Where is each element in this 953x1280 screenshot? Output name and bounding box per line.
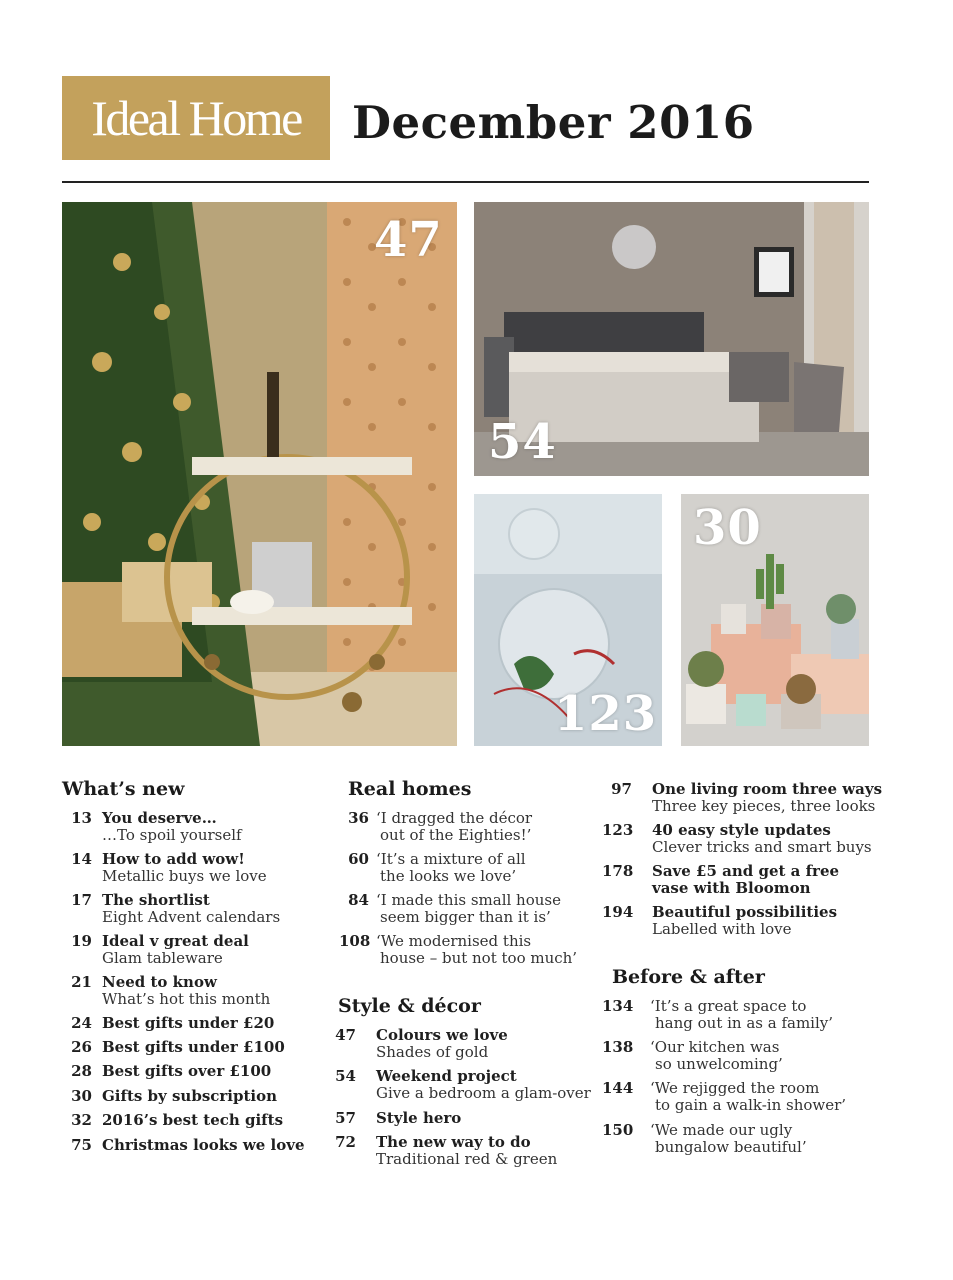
contents-entry[interactable] — [62, 1015, 352, 1033]
page-number: 24 — [71, 1014, 92, 1032]
page-number: 178 — [602, 862, 634, 880]
contents-entry[interactable] — [326, 1068, 616, 1104]
contents-entry[interactable] — [62, 1112, 352, 1130]
entry-title: Need to know — [102, 973, 217, 991]
page-number: 134 — [602, 997, 634, 1015]
photo-page-number: 30 — [693, 500, 762, 556]
contents-entry[interactable] — [602, 904, 892, 940]
contents-entry[interactable] — [62, 974, 352, 1010]
entry-subtitle: Clever tricks and smart buys — [652, 838, 872, 856]
contents-entry[interactable] — [602, 1122, 892, 1158]
entry-subtitle: Eight Advent calendars — [102, 908, 281, 926]
entry-title: Ideal v great deal — [102, 932, 249, 950]
entry-title: Colours we love — [376, 1026, 508, 1044]
entry-quote: hang out in as a family’ — [655, 1014, 834, 1032]
entry-quote: house – but not too much’ — [380, 949, 578, 967]
section-heading-real-homes: Real homes — [348, 778, 472, 800]
entry-quote: ‘It’s a mixture of all — [376, 850, 526, 868]
page-number: 32 — [71, 1111, 92, 1129]
section-heading-style-decor: Style & décor — [338, 995, 481, 1017]
photo-page-number: 54 — [488, 414, 557, 470]
entry-quote: seem bigger than it is’ — [380, 908, 551, 926]
page-number: 60 — [348, 850, 369, 868]
page-number: 21 — [71, 973, 92, 991]
page-number: 150 — [602, 1121, 634, 1139]
entry-quote: ‘I dragged the décor — [376, 809, 533, 827]
logo: Ideal Home — [91, 90, 301, 146]
page-number: 84 — [348, 891, 369, 909]
contents-entry[interactable] — [339, 933, 629, 969]
entry-subtitle: Shades of gold — [376, 1043, 489, 1061]
page-number: 97 — [611, 780, 632, 798]
entry-quote: ‘We made our ugly — [650, 1121, 793, 1139]
page-number: 30 — [71, 1087, 92, 1105]
header-rule — [62, 181, 869, 183]
entry-title: Weekend project — [376, 1067, 517, 1085]
page-number: 57 — [335, 1109, 356, 1127]
entry-title: How to add wow! — [102, 850, 245, 868]
contents-entry[interactable] — [602, 781, 892, 817]
entry-subtitle: What’s hot this month — [102, 990, 271, 1008]
contents-entry[interactable] — [339, 892, 629, 928]
photo-succulents — [681, 494, 869, 746]
entry-subtitle: Glam tableware — [102, 949, 223, 967]
entry-subtitle: Metallic buys we love — [102, 867, 267, 885]
contents-entry[interactable] — [62, 851, 352, 887]
section-heading-whats-new: What’s new — [62, 778, 185, 800]
contents-entry[interactable] — [602, 822, 892, 858]
entry-subtitle: Traditional red & green — [376, 1150, 558, 1168]
contents-entry[interactable] — [62, 1063, 352, 1081]
entry-subtitle: Labelled with love — [652, 920, 792, 938]
contents-entry[interactable] — [339, 810, 629, 846]
photo-drinks-trolley — [62, 202, 457, 746]
photo-page-number: 123 — [554, 686, 658, 742]
entry-subtitle: Three key pieces, three looks — [652, 797, 876, 815]
page-number: 14 — [71, 850, 92, 868]
contents-entry[interactable] — [602, 863, 892, 899]
contents-entry[interactable] — [62, 1039, 352, 1057]
entry-subtitle: Give a bedroom a glam-over — [376, 1084, 591, 1102]
page-number: 19 — [71, 932, 92, 950]
contents-entry[interactable] — [326, 1027, 616, 1063]
contents-entry[interactable] — [62, 1088, 352, 1106]
entry-subtitle: …To spoil yourself — [102, 826, 242, 844]
page-number: 13 — [71, 809, 92, 827]
entry-quote: ‘We modernised this — [376, 932, 532, 950]
entry-title: The shortlist — [102, 891, 210, 909]
contents-entry[interactable] — [62, 810, 352, 846]
page-number: 72 — [335, 1133, 356, 1151]
page-number: 36 — [348, 809, 369, 827]
page-number: 123 — [602, 821, 634, 839]
entry-quote: the looks we love’ — [380, 867, 517, 885]
contents-entry[interactable] — [62, 892, 352, 928]
contents-entry[interactable] — [602, 1039, 892, 1075]
entry-title: Beautiful possibilities — [652, 903, 838, 921]
entry-title: Best gifts under £100 — [102, 1038, 285, 1056]
photo-page-number: 47 — [374, 212, 443, 268]
entry-title: Best gifts under £20 — [102, 1014, 275, 1032]
contents-entry[interactable] — [326, 1134, 616, 1170]
page-number: 108 — [339, 932, 371, 950]
entry-title: Gifts by subscription — [102, 1087, 278, 1105]
entry-title: Save £5 and get a free — [652, 862, 840, 880]
photo-glass-baubles — [474, 494, 662, 746]
contents-entry[interactable] — [602, 1080, 892, 1116]
contents-entry[interactable] — [62, 1137, 352, 1155]
page-number: 47 — [335, 1026, 356, 1044]
contents-entry[interactable] — [326, 1110, 616, 1128]
section-heading-before-after: Before & after — [612, 966, 765, 988]
entry-title: The new way to do — [376, 1133, 531, 1151]
page-number: 17 — [71, 891, 92, 909]
entry-title: 40 easy style updates — [652, 821, 831, 839]
entry-title: One living room three ways — [652, 780, 883, 798]
page-number: 144 — [602, 1079, 634, 1097]
page-number: 194 — [602, 903, 634, 921]
entry-title: 2016’s best tech gifts — [102, 1111, 284, 1129]
entry-quote: to gain a walk-in shower’ — [655, 1096, 847, 1114]
page-number: 28 — [71, 1062, 92, 1080]
contents-entry[interactable] — [62, 933, 352, 969]
page-number: 138 — [602, 1038, 634, 1056]
entry-quote: bungalow beautiful’ — [655, 1138, 807, 1156]
entry-quote: ‘I made this small house — [376, 891, 561, 909]
entry-title: You deserve… — [102, 809, 217, 827]
entry-title: Best gifts over £100 — [102, 1062, 272, 1080]
contents-entry[interactable] — [602, 998, 892, 1034]
photo-bedroom — [474, 202, 869, 476]
entry-quote: ‘We rejigged the room — [650, 1079, 820, 1097]
entry-quote: out of the Eighties!’ — [380, 826, 532, 844]
page-number: 75 — [71, 1136, 92, 1154]
page-number: 54 — [335, 1067, 356, 1085]
entry-quote: ‘It’s a great space to — [650, 997, 807, 1015]
issue-date: December 2016 — [352, 96, 755, 149]
contents-entry[interactable] — [339, 851, 629, 887]
entry-quote: ‘Our kitchen was — [650, 1038, 780, 1056]
entry-quote: so unwelcoming’ — [655, 1055, 783, 1073]
entry-title: vase with Bloomon — [652, 879, 811, 897]
entry-title: Christmas looks we love — [102, 1136, 305, 1154]
entry-title: Style hero — [376, 1109, 462, 1127]
page-number: 26 — [71, 1038, 92, 1056]
